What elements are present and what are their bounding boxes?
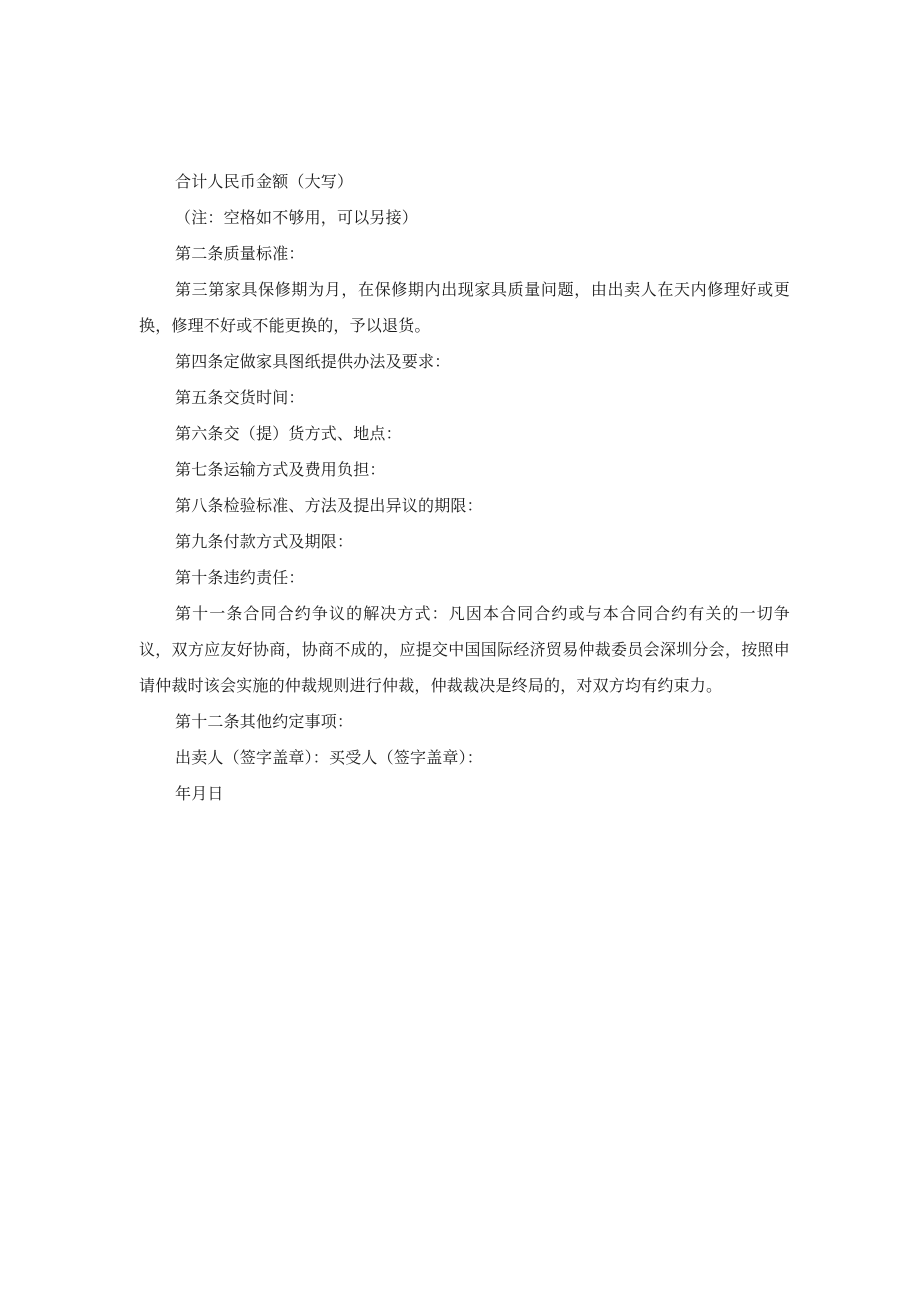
signature-line: 出卖人（签字盖章）：买受人（签字盖章）： <box>175 748 484 767</box>
article-3-warranty: 第三第家具保修期为月，在保修期内出现家具质量问题，由出卖人在天内修理好或更换，修理不好或不能更换的，予以退货。 <box>139 280 790 335</box>
document-body <box>139 164 790 812</box>
total-amount-line: 合计人民币金额（大写） <box>175 172 354 191</box>
article-9-payment: 第九条付款方式及期限： <box>175 532 354 551</box>
article-12-other: 第十二条其他约定事项： <box>175 712 354 731</box>
article-4-drawings: 第四条定做家具图纸提供办法及要求： <box>175 352 451 371</box>
article-6-delivery-method: 第六条交（提）货方式、地点： <box>175 424 402 443</box>
note-line: （注：空格如不够用，可以另接） <box>175 208 419 227</box>
article-2-quality: 第二条质量标准： <box>175 244 305 263</box>
article-8-inspection: 第八条检验标准、方法及提出异议的期限： <box>175 496 483 515</box>
article-5-delivery-time: 第五条交货时间： <box>175 388 305 407</box>
article-11-dispute: 第十一条合同合约争议的解决方式：凡因本合同合约或与本合同合约有关的一切争议，双方应友好协商，协商不成的，应提交中国国际经济贸易仲裁委员会深圳分会，按照申请仲裁时该会实施的仲裁规则进行仲裁，仲裁裁决是终局的，对双方均有约束力。 <box>139 604 790 695</box>
article-10-liability: 第十条违约责任： <box>175 568 305 587</box>
date-line: 年月日 <box>175 784 224 803</box>
article-7-transport: 第七条运输方式及费用负担： <box>175 460 386 479</box>
